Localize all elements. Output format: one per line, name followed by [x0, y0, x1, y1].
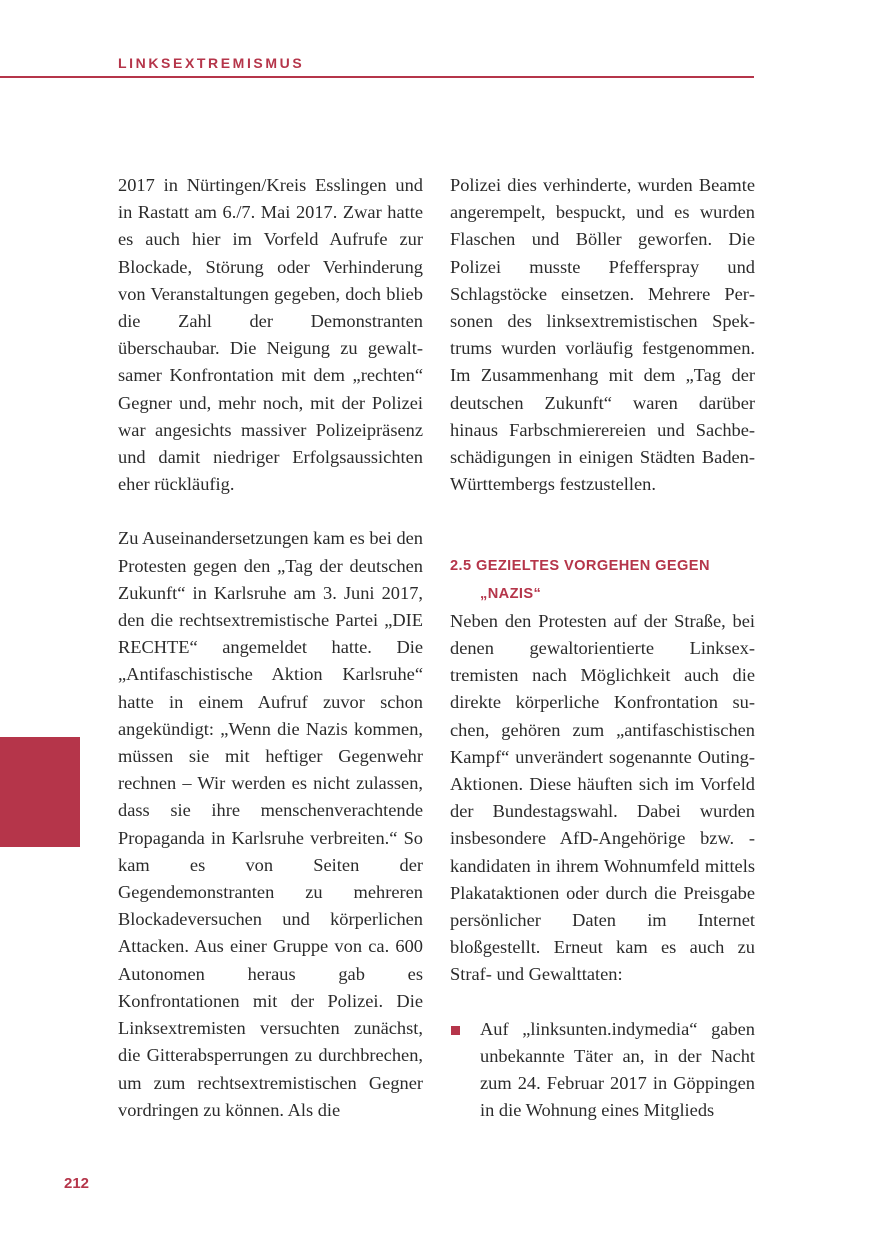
bullet-list	[450, 1016, 755, 1125]
square-bullet-icon	[451, 1026, 460, 1035]
body-paragraph: Polizei dies verhinderte, wurden Beamte angerempelt, bespuckt, und es wurden Flaschen und Böller geworfen. Die Polizei musste Pfefferspray und Schlagstöcke einsetzen. Mehrere Personen des linksextremistischen Spektrums wurden vorläufig festgenommen. Im Zusammenhang mit dem „Tag der deutschen Zukunft“ waren darüber hinaus Farbschmierereien und Sachbeschädigungen in einigen Städten Baden-Württembergs festzustellen.	[450, 175, 755, 495]
bullet-item	[450, 1016, 755, 1125]
section-heading-line-1: 2.5 GEZIELTES VORGEHEN GEGEN	[450, 558, 710, 575]
running-head: LINKSEXTREMISMUS	[118, 55, 305, 71]
section-heading	[450, 553, 755, 607]
section-heading-line-2: „NAZIS“	[480, 585, 542, 602]
chapter-side-tab	[0, 737, 80, 847]
left-column	[118, 172, 423, 1124]
body-paragraph: 2017 in Nürtingen/Kreis Esslingen und in Rastatt am 6./7. Mai 2017. Zwar hatte es auch hier im Vorfeld Aufrufe zur Blockade, Störung oder Verhinderung von Veranstaltungen gegeben, doch blieb die Zahl der Demonstranten überschaubar. Die Neigung zu gewaltsamer Konfrontation mit dem „rechten“ Gegner und, mehr noch, mit der Polizei war angesichts massiver Polizeipräsenz und damit niedriger Erfolgsaussichten eher rückläufig.	[118, 175, 423, 495]
right-column	[450, 172, 755, 1125]
body-paragraph: Neben den Protesten auf der Straße, bei denen gewaltorientierte Linksextremisten nach Möglichkeit auch die direkte körperliche Konfrontation suchen, gehören zum „antifaschistischen Kampf“ unverändert sogenannte Outing-Aktionen. Diese häuften sich im Vorfeld der Bundestagswahl. Dabei wurden insbesondere AfD-Angehörige bzw. -kandidaten in ihrem Wohnumfeld mittels Plakataktionen oder durch die Preisgabe persönlicher Daten im Internet bloßgestellt. Erneut kam es auch zu Straf- und Gewalttaten:	[450, 610, 755, 985]
page-number: 212	[64, 1175, 90, 1192]
header-rule	[0, 76, 754, 78]
bullet-text: Auf „linksunten.indymedia“ gaben unbekannte Täter an, in der Nacht zum 24. Februar 2017 in Göppingen in die Wohnung eines Mitglieds	[480, 1018, 755, 1121]
body-paragraph: Zu Auseinandersetzungen kam es bei den Protesten gegen den „Tag der deutschen Zukunft“ in Karlsruhe am 3. Juni 2017, den die rechtsextremistische Partei „DIE RECHTE“ angemeldet hatte. Die „Antifaschistische Aktion Karlsruhe“ hatte in einem Aufruf zuvor schon angekündigt: „Wenn die Nazis kommen, müssen sie mit heftiger Gegenwehr rechnen – Wir werden es nicht zulassen, dass sie ihre menschenverachtende Propaganda in Karlsruhe verbreiten.“ So kam es von Seiten der Gegendemonstranten zu mehreren Blockadeversuchen und körperlichen Attacken. Aus einer Gruppe von ca. 600 Autonomen heraus gab es Konfrontationen mit der Polizei. Die Linksextremisten versuchten zunächst, die Gitterabsperrungen zu durchbrechen, um zum rechtsextremistischen Gegner vordringen zu können. Als die	[118, 528, 423, 1120]
